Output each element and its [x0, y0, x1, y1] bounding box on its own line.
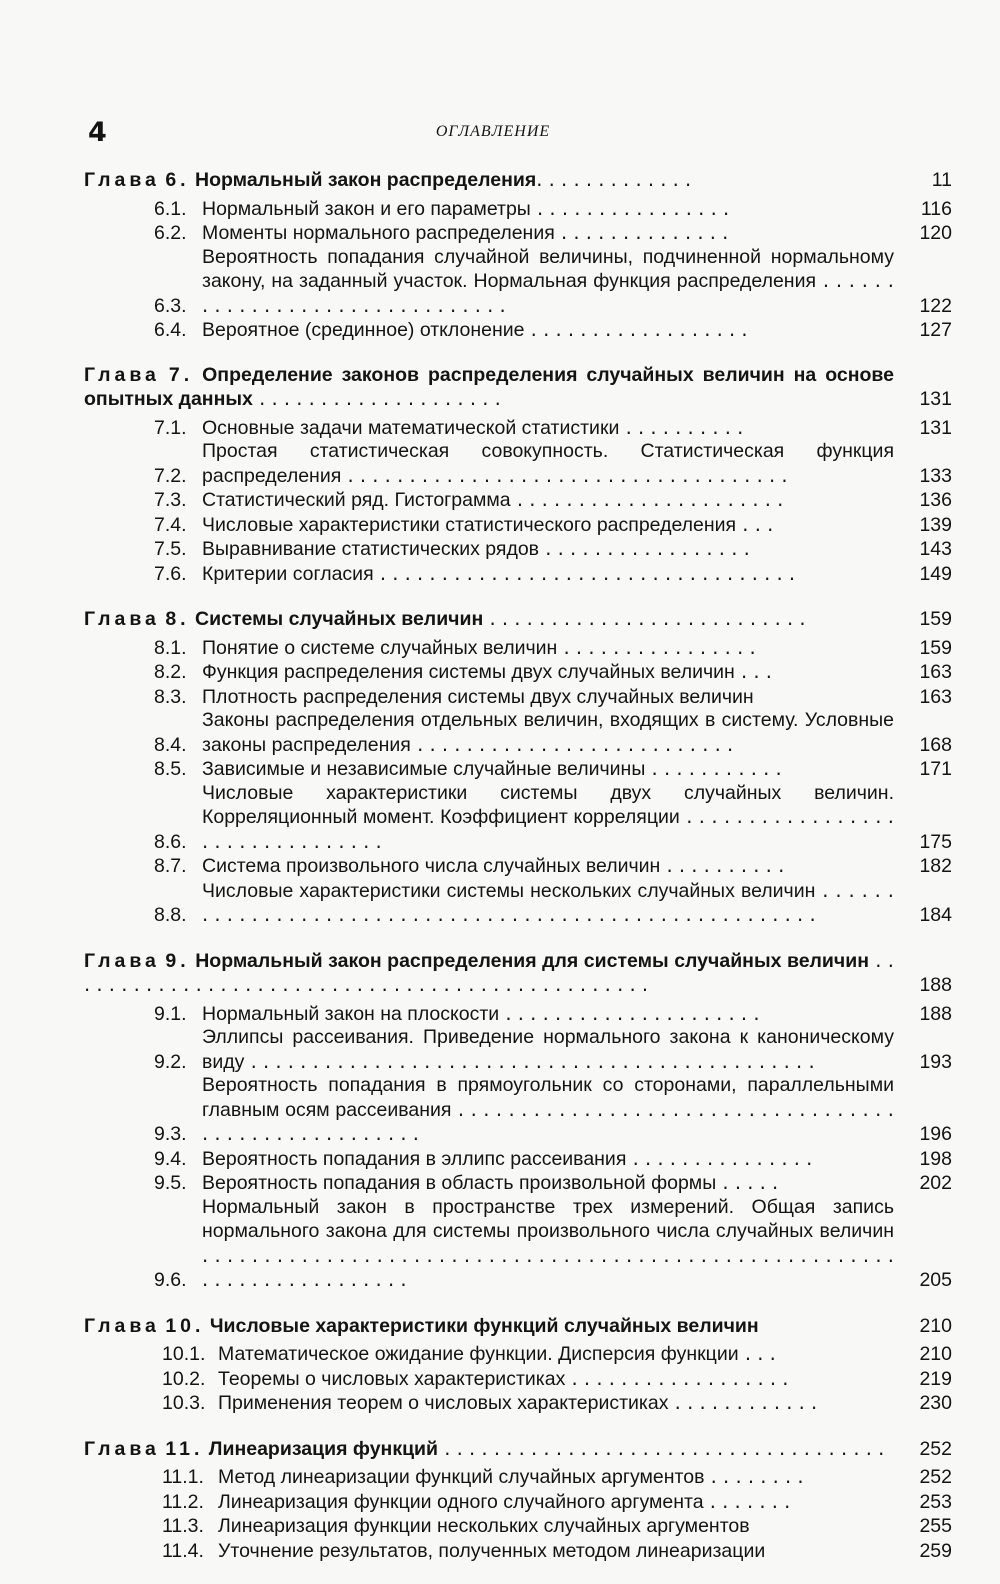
section-number: 10.2.: [162, 1367, 206, 1390]
section-title: Выравнивание статистических рядов: [202, 538, 540, 560]
chapter-label: Глава: [84, 949, 160, 972]
section-number: 9.6.: [154, 1269, 187, 1291]
section-number: 11.4.: [162, 1539, 204, 1562]
chapter-title: Нормальный закон распределения для системы случайных величин: [195, 949, 870, 972]
section-number: 9.4.: [154, 1147, 187, 1170]
section-page: 120: [919, 222, 952, 244]
section-entry: [84, 1465, 952, 1490]
dot-leader: . . . . .: [716, 1171, 779, 1194]
section-title: Уточнение результатов, полученных методом линеаризации: [218, 1539, 766, 1562]
dot-leader: . . . . . . . . . . . . .: [536, 168, 692, 191]
section-title: Числовые характеристики статистического распределения: [202, 513, 737, 536]
section-title: Эллипсы рассеивания. Приведение нормального закона к каноническому виду: [202, 1026, 894, 1073]
section-number: 9.5.: [154, 1172, 187, 1194]
dot-leader: . . .: [734, 660, 772, 683]
section-page: 255: [919, 1515, 952, 1537]
section-entry: [84, 879, 952, 928]
section-title-line: [218, 1391, 894, 1416]
dot-leader: . . .: [736, 512, 774, 536]
section-entry: [84, 1196, 952, 1293]
chapter-page: 159: [919, 608, 952, 630]
section-number: 7.4.: [154, 513, 187, 536]
section-number: 8.8.: [154, 904, 187, 926]
section-entry: [84, 513, 952, 538]
dot-leader: . . .: [738, 1342, 776, 1365]
section-title-line: [202, 1196, 894, 1293]
chapter-number: 8.: [165, 608, 190, 630]
page-header: [88, 118, 898, 148]
section-title-line: [202, 221, 894, 246]
chapter-page: 11: [931, 169, 952, 191]
section-page: 163: [919, 661, 952, 683]
chapter-label: Глава: [84, 1314, 160, 1337]
chapter-title: Числовые характеристики функций случайных величин: [209, 1314, 759, 1337]
section-entry: [84, 537, 952, 562]
section-number: 6.2.: [154, 222, 187, 244]
section-page: 184: [919, 904, 952, 926]
chapter-title-line: [84, 1314, 894, 1339]
section-page: 127: [919, 319, 952, 341]
dot-leader: . . . . . . . . . . . . . . . . . . . . . . . . . .: [483, 607, 806, 630]
page-number: 4: [88, 117, 107, 148]
section-title: Линеаризация функции нескольких случайных аргументов: [218, 1515, 750, 1537]
section-entry: [84, 709, 952, 757]
section-page: 219: [919, 1367, 952, 1390]
section-number: 6.3.: [154, 294, 187, 317]
section-title: Вероятность попадания в прямоугольник со сторонами, параллельными главным осям рассеивания: [202, 1074, 894, 1121]
section-title-line: [218, 1465, 894, 1490]
section-title: Вероятное (срединное) отклонение: [202, 319, 525, 341]
dot-leader: . . . . . . . . . . . . . . . . . . . . . .: [510, 488, 784, 511]
dot-leader: . . . . . . . . . . . . . . . . . .: [524, 318, 748, 341]
section-page: 149: [919, 562, 952, 585]
section-title-line: [202, 197, 894, 222]
chapter-heading: [84, 1314, 952, 1339]
section-title: Вероятность попадания в эллипс рассеивания: [202, 1147, 627, 1170]
section-entry: [84, 488, 952, 513]
section-title-line: [202, 416, 894, 441]
section-page: 210: [919, 1343, 952, 1365]
dot-leader: . . . . . . . . . . . . . . . . . . . . . . . . . . . . . . .: [202, 269, 894, 317]
section-title: Теоремы о числовых характеристиках: [218, 1367, 566, 1390]
section-page: 163: [919, 685, 952, 708]
section-page: 182: [919, 855, 952, 877]
dot-leader: . . . . . . . . . . . . . . . . . . . . . . . . . . . . . . . . . . . .: [438, 1436, 885, 1460]
chapter-number: 10.: [165, 1314, 205, 1337]
dot-leader: . . . . . . . . . . . . . . . . . . . . . . . . . .: [410, 732, 734, 756]
section-entry: [84, 440, 952, 488]
chapter-title-line: [84, 607, 894, 632]
section-title: Числовые характеристики системы нескольких случайных величин: [202, 879, 816, 902]
chapter-title-line: [84, 949, 894, 998]
chapter-page: 131: [919, 388, 952, 410]
chapter-block: [84, 364, 952, 587]
section-title-line: [202, 757, 894, 782]
section-page: 230: [919, 1392, 952, 1414]
section-entry: [84, 1342, 952, 1367]
section-title: Статистический ряд. Гистограмма: [202, 489, 511, 511]
chapter-title: Системы случайных величин: [195, 608, 484, 630]
section-page: 168: [919, 733, 952, 756]
section-number: 7.3.: [154, 489, 187, 511]
dot-leader: . . . . . . . . . . . .: [668, 1391, 818, 1414]
section-entry: [84, 1147, 952, 1172]
section-number: 7.2.: [154, 464, 187, 487]
section-page: 116: [920, 197, 952, 220]
section-entry: [84, 1171, 952, 1196]
section-page: 259: [919, 1539, 952, 1562]
section-number: 11.3.: [162, 1515, 204, 1537]
section-title: Функция распределения системы двух случайных величин: [202, 661, 735, 683]
section-page: 196: [919, 1123, 952, 1145]
section-entry: [84, 685, 952, 710]
section-page: 159: [919, 636, 952, 659]
section-title: Основные задачи математической статистики: [202, 416, 620, 439]
section-entry: [84, 660, 952, 685]
chapter-label: Глава: [84, 169, 160, 191]
section-number: 11.2.: [162, 1490, 204, 1513]
section-title: Система произвольного числа случайных величин: [202, 855, 661, 877]
section-title: Математическое ожидание функции. Дисперсия функции: [218, 1343, 739, 1365]
section-title-line: [202, 440, 894, 488]
chapter-heading: [84, 364, 952, 412]
dot-leader: . . . . . . . . . . . . . . . . . . . . . . . . . . . . . . . . . . . .: [341, 463, 788, 487]
section-number: 7.1.: [154, 416, 187, 439]
section-page: 171: [919, 758, 952, 780]
chapter-block: [84, 168, 952, 343]
chapter-block: [84, 1314, 952, 1416]
section-number: 6.1.: [154, 197, 187, 220]
section-title-line: [218, 1490, 894, 1515]
section-title-line: [202, 709, 894, 757]
section-entry: [84, 318, 952, 343]
section-page: 193: [919, 1050, 952, 1073]
chapter-number: 7.: [168, 363, 194, 386]
section-title: Нормальный закон на плоскости: [202, 1002, 500, 1025]
chapter-title: Линеаризация функций: [208, 1437, 439, 1460]
section-title: Вероятность попадания случайной величины, подчиненной нормальному закону, на заданный участок. Нормальная функция распределения: [202, 245, 894, 292]
section-title-line: [218, 1367, 894, 1392]
section-entry: [84, 416, 952, 441]
chapter-title: Нормальный закон распределения: [195, 169, 537, 191]
dot-leader: . . . . . . . . . . . . . . . . . . . . . . . . . . . . . . . . . . . . . . . . . . . . . . . . . . . . . . . . . . . . . . . . . . . . . . . . .: [202, 1243, 894, 1291]
section-title-line: [218, 1342, 894, 1367]
section-title-line: [202, 854, 894, 879]
dot-leader: . . . . . . . . . . . . . . . . .: [539, 537, 750, 560]
section-title: Законы распределения отдельных величин, входящих в систему. Условные законы распределения: [202, 709, 894, 756]
section-page: 205: [919, 1269, 952, 1291]
section-entry: [84, 1490, 952, 1515]
dot-leader: . . . . . . . . . .: [619, 415, 744, 439]
section-entry: [84, 854, 952, 879]
chapter-number: 11.: [165, 1437, 204, 1460]
section-title-line: [202, 636, 894, 661]
section-number: 8.3.: [154, 685, 187, 708]
section-title-line: [202, 1074, 894, 1147]
chapter-block: [84, 1437, 952, 1564]
section-number: 9.2.: [154, 1050, 187, 1073]
section-entry: [84, 562, 952, 587]
section-title: Вероятность попадания в область произвольной формы: [202, 1172, 717, 1194]
dot-leader: . . . . . . . . . . . . . . . . . . . . . . . . . . . . . . . . . . . . . . . . . . . . . . . . . . . . .: [202, 1097, 894, 1145]
section-title: Зависимые и независимые случайные величины: [202, 758, 646, 780]
dot-leader: . . . . . . . . . . . . . . . . . . . . . . . . . . . . . . . . . . . . . . . . . . . . . . . . . . . . . . . .: [202, 878, 894, 926]
dot-leader: . . . . . . . . . . . . . . . .: [530, 196, 730, 220]
dot-leader: . . . . . . . . . . . . . . . .: [557, 635, 756, 659]
chapter-title-line: [84, 1437, 894, 1462]
section-title: Моменты нормального распределения: [202, 222, 555, 244]
dot-leader: . . . . . . . . . . . . . . . . . . . .: [252, 387, 501, 410]
section-title-line: [202, 1147, 894, 1172]
chapter-block: [84, 607, 952, 928]
dot-leader: . . . . . . . .: [704, 1465, 804, 1488]
section-page: 253: [919, 1490, 952, 1513]
chapter-heading: [84, 607, 952, 632]
chapter-block: [84, 949, 952, 1293]
section-page: 139: [919, 513, 952, 536]
section-page: 122: [919, 294, 952, 317]
table-of-contents: [84, 168, 952, 1584]
chapter-page: 210: [919, 1314, 952, 1337]
section-title-line: [202, 879, 894, 928]
section-title-line: [202, 246, 894, 319]
section-number: 9.3.: [154, 1123, 187, 1145]
section-entry: [84, 197, 952, 222]
section-page: 143: [919, 538, 952, 560]
chapter-label: Глава: [84, 608, 160, 630]
chapter-label: Глава: [84, 1437, 160, 1460]
section-page: 198: [919, 1147, 952, 1170]
section-number: 7.5.: [154, 538, 187, 560]
section-page: 188: [919, 1002, 952, 1025]
chapter-label: Глава: [84, 363, 160, 386]
dot-leader: . . . . . . . . . . . . . . . . . . . . . . . . . . . . . . . .: [202, 805, 894, 853]
section-title: Линеаризация функции одного случайного аргумента: [218, 1490, 704, 1513]
section-number: 7.6.: [154, 562, 187, 585]
section-entry: [84, 636, 952, 661]
section-entry: [84, 1391, 952, 1416]
chapter-number: 9.: [165, 949, 190, 972]
section-title: Применения теорем о числовых характеристиках: [218, 1392, 669, 1414]
section-page: 136: [919, 489, 952, 511]
section-title: Критерии согласия: [202, 562, 374, 585]
section-title-line: [202, 660, 894, 685]
section-entry: [84, 782, 952, 855]
dot-leader: . . . . . . . . . . . . . . . . . . . . . . . . . . . . . . . . . . . . . . . . . . . . . .: [244, 1049, 815, 1073]
dot-leader: . . . . . . . . . . . . . . . . . . . . . . . . . . . . . . . . . .: [373, 561, 796, 585]
dot-leader: . . . . . . . . . . . . . . . . . .: [565, 1366, 789, 1390]
running-head: ОГЛАВЛЕНИЕ: [435, 123, 551, 140]
section-number: 8.1.: [154, 636, 187, 659]
section-entry: [84, 1074, 952, 1147]
section-number: 8.6.: [154, 830, 187, 853]
chapter-title: Определение законов распределения случайных величин на основе опытных данных: [84, 363, 895, 410]
section-title-line: [202, 1026, 894, 1074]
section-number: 11.1.: [162, 1466, 204, 1488]
section-title-line: [202, 685, 894, 710]
section-title-line: [218, 1539, 894, 1564]
section-number: 8.7.: [154, 855, 187, 877]
section-page: 133: [919, 464, 952, 487]
chapter-page: 188: [919, 974, 952, 996]
section-title: Нормальный закон и его параметры: [202, 197, 531, 220]
section-entry: [84, 1367, 952, 1392]
section-entry: [84, 757, 952, 782]
chapter-heading: [84, 168, 952, 193]
section-number: 8.5.: [154, 758, 187, 780]
section-title-line: [202, 1171, 894, 1196]
section-page: 252: [919, 1466, 952, 1488]
section-entry: [84, 1002, 952, 1027]
section-title: Понятие о системе случайных величин: [202, 636, 558, 659]
section-page: 175: [919, 830, 952, 853]
section-title: Нормальный закон в пространстве трех измерений. Общая запись нормального закона для системы произвольного числа случайных величин: [202, 1195, 894, 1242]
section-number: 9.1.: [154, 1002, 187, 1025]
section-title: Метод линеаризации функций случайных аргументов: [218, 1466, 705, 1488]
section-title-line: [202, 562, 894, 587]
section-title-line: [202, 537, 894, 562]
section-number: 8.4.: [154, 733, 187, 756]
section-title: Плотность распределения системы двух случайных величин: [202, 685, 754, 708]
section-title-line: [202, 318, 894, 343]
section-entry: [84, 246, 952, 319]
section-title: Простая статистическая совокупность. Статистическая функция распределения: [202, 440, 894, 487]
section-number: 10.1.: [162, 1343, 206, 1365]
dot-leader: . . . . . . . . . . . . . . . . . . . . .: [499, 1001, 760, 1025]
dot-leader: . . . . . . .: [703, 1489, 791, 1513]
section-number: 6.4.: [154, 319, 187, 341]
chapter-page: 252: [919, 1437, 952, 1460]
chapter-heading: [84, 949, 952, 998]
chapter-heading: [84, 1437, 952, 1462]
dot-leader: . . . . . . . . . . .: [645, 757, 782, 780]
section-title: Числовые характеристики системы двух случайных величин. Корреляционный момент. Коэффициент корреляции: [202, 781, 894, 828]
chapter-title-line: [84, 168, 894, 193]
section-page: 131: [919, 416, 952, 439]
section-title-line: [202, 782, 894, 855]
section-entry: [84, 1026, 952, 1074]
chapter-title-line: [84, 364, 894, 412]
dot-leader: . . . . . . . . . . . . . . . . . . . . . . . . . . . . . . . . . . . . . . . . . . . . . . . .: [84, 948, 894, 996]
section-number: 10.3.: [162, 1392, 206, 1414]
section-entry: [84, 221, 952, 246]
chapter-number: 6.: [165, 169, 190, 191]
section-number: 8.2.: [154, 661, 187, 683]
section-title-line: [202, 513, 894, 538]
dot-leader: . . . . . . . . . .: [660, 854, 785, 877]
section-title-line: [202, 1002, 894, 1027]
section-entry: [84, 1539, 952, 1564]
dot-leader: . . . . . . . . . . . . . . .: [626, 1146, 813, 1170]
section-page: 202: [919, 1172, 952, 1194]
section-title-line: [202, 488, 894, 513]
dot-leader: . . . . . . . . . . . . . .: [554, 221, 729, 244]
